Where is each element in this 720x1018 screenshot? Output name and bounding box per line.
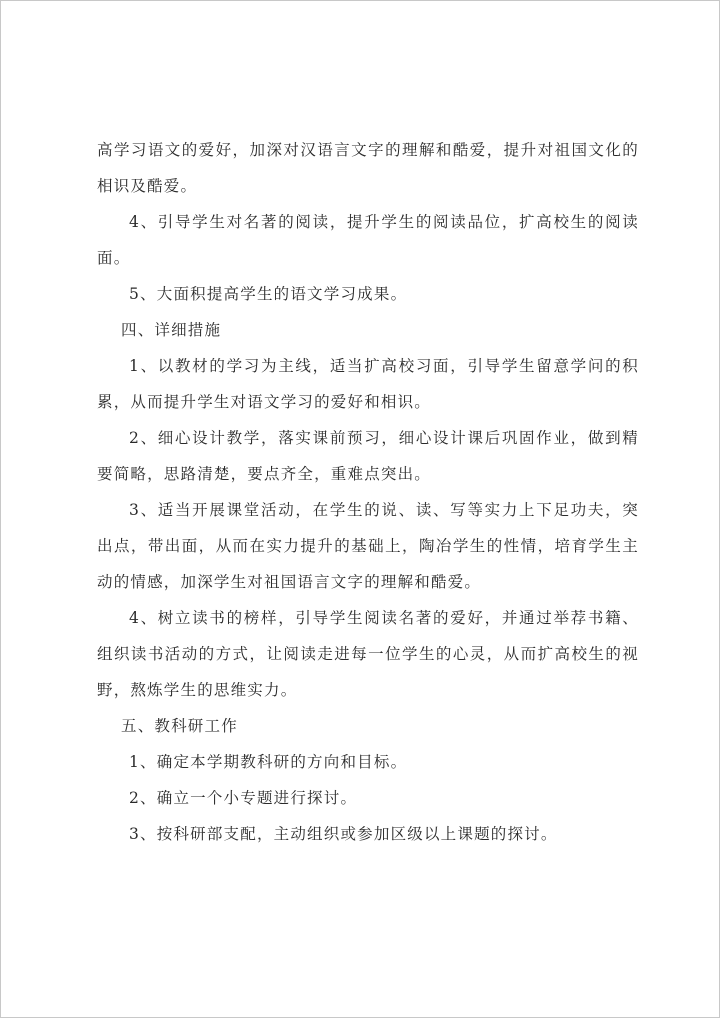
paragraph-measure-3: 3、适当开展课堂活动，在学生的说、读、写等实力上下足功夫，突出点，带出面，从而在实力提升的基础上，陶冶学生的性情，培育学生主动的情感，加深学生对祖国语言文字的理解和酷爱。 — [97, 501, 639, 591]
paragraph-measure-2: 2、细心设计教学，落实课前预习，细心设计课后巩固作业，做到精要简略，思路清楚，要点齐全，重难点突出。 — [97, 429, 639, 483]
paragraph-research-2: 2、确立一个小专题进行探讨。 — [129, 789, 358, 807]
paragraph-goal-5: 5、大面积提高学生的语文学习成果。 — [129, 285, 408, 303]
paragraph-goal-4: 4、引导学生对名著的阅读，提升学生的阅读品位，扩高校生的阅读面。 — [97, 213, 639, 267]
paragraph-research-3: 3、按科研部支配，主动组织或参加区级以上课题的探讨。 — [129, 825, 558, 843]
section-heading-research: 五、教科研工作 — [121, 717, 238, 735]
paragraph-measure-4: 4、树立读书的榜样，引导学生阅读名著的爱好，并通过举荐书籍、组织读书活动的方式，让阅读走进每一位学生的心灵，从而扩高校生的视野，熬炼学生的思维实力。 — [97, 609, 639, 699]
paragraph-research-1: 1、确定本学期教科研的方向和目标。 — [129, 753, 408, 771]
paragraph-measure-1: 1、以教材的学习为主线，适当扩高校习面，引导学生留意学问的积累，从而提升学生对语文学习的爱好和相识。 — [97, 357, 639, 411]
section-heading-measures: 四、详细措施 — [121, 321, 222, 339]
paragraph-continuation: 高学习语文的爱好，加深对汉语言文字的理解和酷爱，提升对祖国文化的相识及酷爱。 — [97, 141, 639, 195]
document-body — [97, 132, 639, 852]
